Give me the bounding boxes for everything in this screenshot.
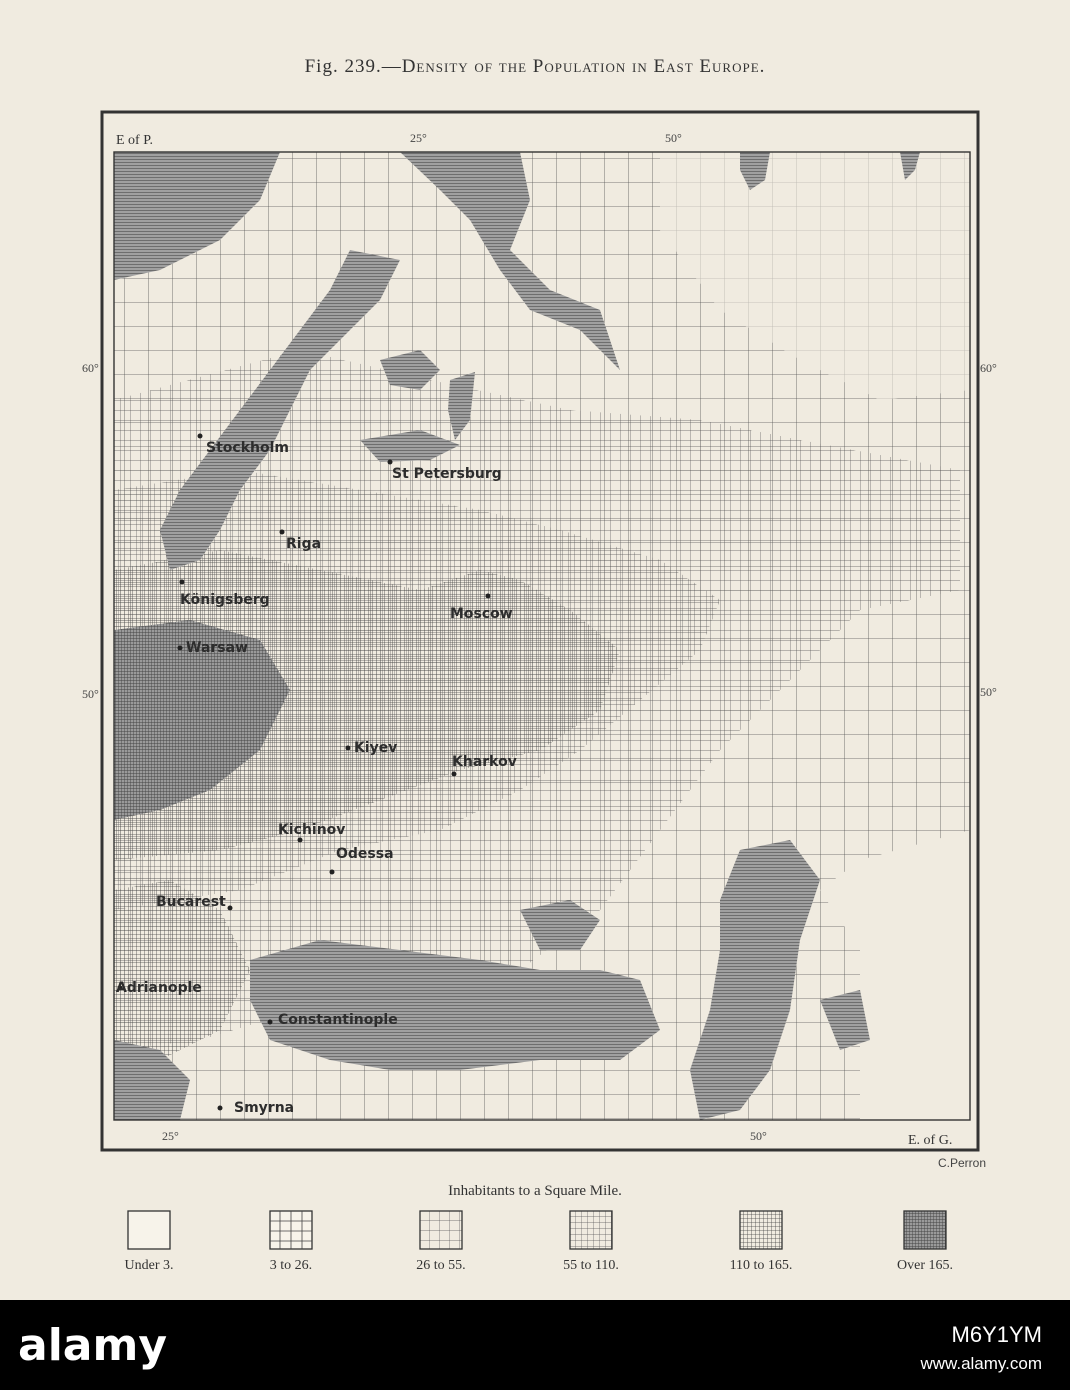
legend-label: 110 to 165. (729, 1258, 793, 1273)
legend-title: Inhabitants to a Square Mile. (448, 1183, 622, 1199)
corner-label-bottom-right: E. of G. (908, 1133, 953, 1148)
longitude-top-50: 50° (665, 131, 682, 145)
city-label-moscow: Moscow (450, 606, 513, 622)
city-label-smyrna: Smyrna (234, 1100, 295, 1116)
watermark-site: www.alamy.com (920, 1354, 1042, 1373)
city-label-odessa: Odessa (336, 846, 394, 862)
city-label-bucarest: Bucarest (156, 894, 226, 910)
engraver-credit: C.Perron (938, 1156, 987, 1170)
legend-item-55-110 (536, 1210, 646, 1274)
legend-label: Under 3. (124, 1258, 174, 1273)
legend-item-over-165 (870, 1210, 980, 1274)
longitude-bottom-50: 50° (750, 1129, 767, 1143)
stock-watermark-bar (0, 1300, 1070, 1390)
longitude-top-25: 25° (410, 131, 427, 145)
watermark-image-id: M6Y1YM (951, 1322, 1042, 1347)
city-label-stockholm: Stockholm (206, 440, 289, 456)
latitude-left-50: 50° (82, 687, 99, 701)
population-density-map (82, 110, 997, 1152)
legend-label: 55 to 110. (563, 1258, 619, 1273)
figure-title (0, 56, 1070, 78)
city-warsaw (178, 640, 249, 656)
latitude-left-60: 60° (82, 361, 99, 375)
city-label-kiyev: Kiyev (354, 740, 398, 756)
city-label-konigsberg: Königsberg (180, 592, 270, 608)
city-label-riga: Riga (286, 536, 322, 552)
latitude-right-50: 50° (980, 685, 997, 699)
city-constantinople (268, 1012, 398, 1028)
legend (100, 1210, 1000, 1280)
watermark-brand: alamy (18, 1320, 167, 1371)
city-label-st-petersburg: St Petersburg (392, 466, 502, 482)
figure-caption: Density of the Population in East Europe. (401, 56, 766, 77)
legend-label: 26 to 55. (416, 1258, 466, 1273)
figure-number: Fig. 239.— (304, 56, 402, 77)
latitude-right-60: 60° (980, 361, 997, 375)
city-kiyev (346, 740, 398, 756)
longitude-bottom-25: 25° (162, 1129, 179, 1143)
legend-label: 3 to 26. (269, 1258, 313, 1273)
city-label-constantinople: Constantinople (278, 1012, 398, 1028)
city-label-warsaw: Warsaw (186, 640, 249, 656)
city-label-kharkov: Kharkov (452, 754, 517, 770)
legend-item-26-55 (386, 1210, 496, 1274)
legend-item-under-3 (94, 1210, 204, 1274)
city-label-kichinov: Kichinov (278, 822, 346, 838)
legend-item-3-26 (236, 1210, 346, 1274)
legend-item-110-165 (706, 1210, 816, 1274)
legend-label: Over 165. (897, 1258, 953, 1273)
city-adrianople (116, 980, 202, 996)
city-bucarest (156, 894, 233, 911)
corner-label-top-left: E of P. (116, 133, 153, 148)
city-label-adrianople: Adrianople (116, 980, 202, 996)
